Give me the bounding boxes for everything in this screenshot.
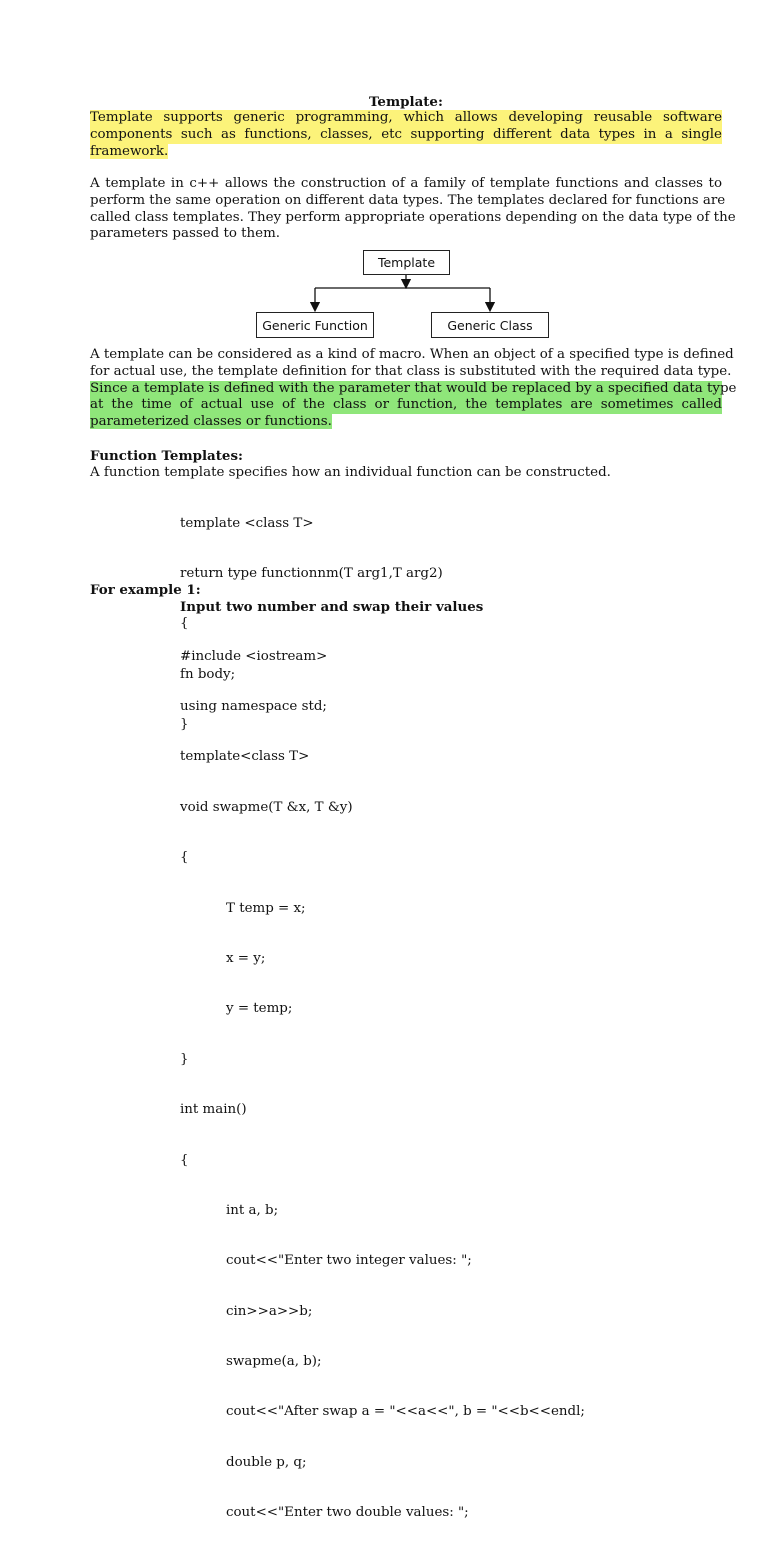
- code-line: double p, q;: [226, 1454, 307, 1470]
- code-line: T temp = x;: [226, 900, 306, 916]
- code-line: x = y;: [226, 950, 266, 966]
- example-subheading: Input two number and swap their values: [180, 599, 484, 615]
- diagram-generic-class-box: Generic Class: [431, 312, 549, 338]
- code-line: #include <iostream>: [180, 648, 328, 664]
- code-line: }: [180, 1051, 189, 1067]
- diagram-generic-function-box: Generic Function: [256, 312, 374, 338]
- code-line: y = temp;: [226, 1001, 293, 1017]
- code-line: cout<<"After swap a = "<<a<<", b = "<<b<<endl;: [226, 1404, 585, 1420]
- para3-highlight-line-1: Since a template is defined with the parameter that would be replaced by a specified data type: [90, 380, 737, 396]
- syntax-line: return type functionnm(T arg1,T arg2): [180, 565, 443, 581]
- syntax-line: {: [180, 616, 189, 632]
- page-title: Template:: [369, 94, 443, 110]
- code-line: void swapme(T &x, T &y): [180, 799, 353, 815]
- code-line: cout<<"Enter two integer values: ";: [226, 1253, 472, 1269]
- syntax-line: }: [180, 717, 189, 733]
- example-heading: For example 1:: [90, 582, 201, 598]
- para3-line-2: for actual use, the template definition for that class is substituted with the required data type.: [90, 363, 732, 379]
- code-line: {: [180, 850, 189, 866]
- code-line: int a, b;: [226, 1202, 279, 1218]
- function-templates-heading: Function Templates:: [90, 448, 243, 464]
- example-code-block: [180, 615, 585, 1556]
- code-line: cin>>a>>b;: [226, 1303, 313, 1319]
- syntax-line: fn body;: [180, 666, 236, 682]
- diagram-connectors: [90, 0, 736, 360]
- para3-highlight-line-3: parameterized classes or functions.: [90, 414, 332, 430]
- diagram-template-box: Template: [363, 250, 450, 275]
- macro-paragraph: [90, 347, 737, 431]
- para2-line-2: perform the same operation on different data types. The templates declared for functions are: [90, 192, 726, 208]
- para2-line-4: parameters passed to them.: [90, 226, 281, 242]
- intro-line-3: framework.: [90, 143, 169, 159]
- code-line: {: [180, 1152, 189, 1168]
- code-line: using namespace std;: [180, 698, 327, 714]
- para3-highlight-line-2: at the time of actual use of the class or function, the templates are sometimes called: [90, 397, 722, 413]
- para2-line-1: A template in c++ allows the construction of a family of template functions and classes to: [90, 176, 722, 191]
- function-templates-text: A function template specifies how an individual function can be constructed.: [90, 465, 611, 480]
- code-line: int main(): [180, 1102, 247, 1118]
- code-line: template<class T>: [180, 749, 310, 765]
- syntax-line: template <class T>: [180, 515, 314, 531]
- para2-line-3: called class templates. They perform appropriate operations depending on the data type of the: [90, 209, 736, 225]
- code-line: cout<<"Enter two double values: ";: [226, 1505, 469, 1521]
- intro-line-2: components such as functions, classes, etc supporting different data types in a single: [90, 126, 722, 142]
- intro-line-1: Template supports generic programming, which allows developing reusable software: [90, 110, 722, 125]
- para3-line-1: A template can be considered as a kind of macro. When an object of a specified type is defined: [90, 347, 734, 362]
- code-line: swapme(a, b);: [226, 1354, 322, 1370]
